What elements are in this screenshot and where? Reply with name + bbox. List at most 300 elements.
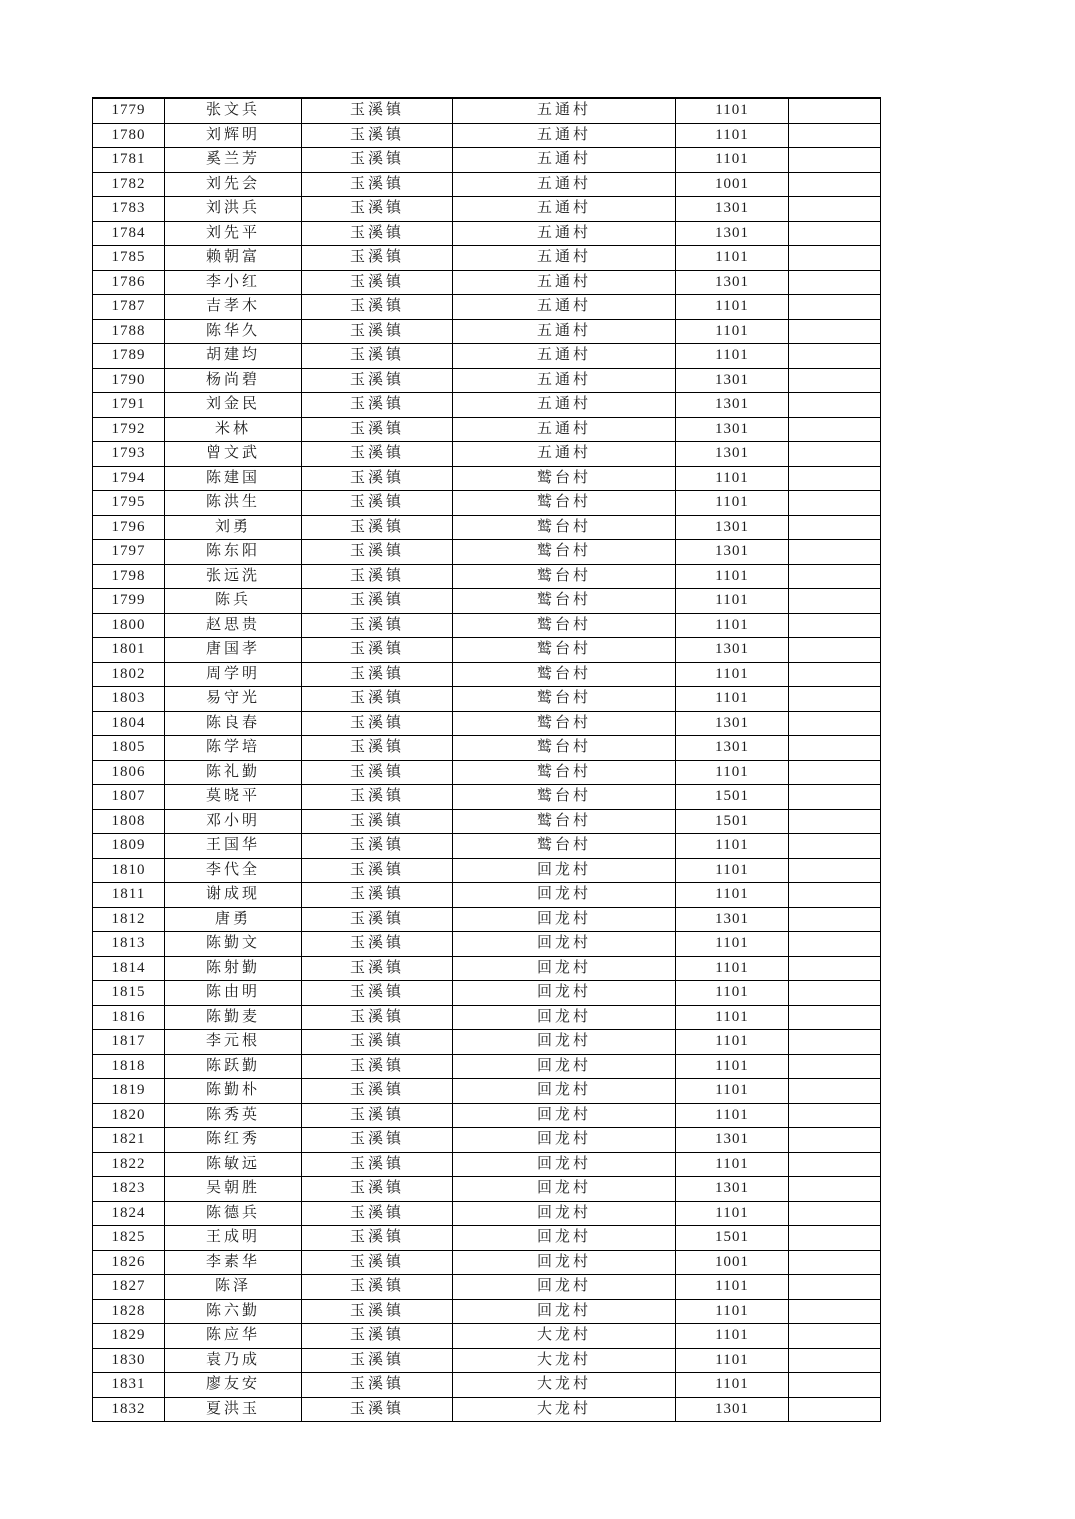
cell-blank bbox=[789, 687, 881, 712]
cell-town: 玉溪镇 bbox=[302, 760, 453, 785]
cell-name: 张文兵 bbox=[165, 98, 302, 123]
table-row bbox=[93, 221, 881, 246]
cell-blank bbox=[789, 1373, 881, 1398]
cell-village: 回龙村 bbox=[453, 1005, 676, 1030]
cell-blank bbox=[789, 613, 881, 638]
cell-code: 1101 bbox=[676, 834, 789, 859]
cell-code: 1001 bbox=[676, 1250, 789, 1275]
cell-code: 1101 bbox=[676, 613, 789, 638]
cell-village: 鹫台村 bbox=[453, 687, 676, 712]
cell-id: 1828 bbox=[93, 1299, 165, 1324]
cell-town: 玉溪镇 bbox=[302, 883, 453, 908]
cell-id: 1830 bbox=[93, 1348, 165, 1373]
cell-name: 陈学培 bbox=[165, 736, 302, 761]
cell-name: 陈敏远 bbox=[165, 1152, 302, 1177]
cell-name: 刘金民 bbox=[165, 393, 302, 418]
cell-blank bbox=[789, 981, 881, 1006]
cell-village: 回龙村 bbox=[453, 858, 676, 883]
cell-town: 玉溪镇 bbox=[302, 1054, 453, 1079]
cell-village: 五通村 bbox=[453, 98, 676, 123]
cell-id: 1785 bbox=[93, 246, 165, 271]
cell-blank bbox=[789, 295, 881, 320]
cell-village: 大龙村 bbox=[453, 1397, 676, 1422]
cell-village: 回龙村 bbox=[453, 1079, 676, 1104]
cell-village: 五通村 bbox=[453, 344, 676, 369]
cell-name: 莫晓平 bbox=[165, 785, 302, 810]
cell-town: 玉溪镇 bbox=[302, 1275, 453, 1300]
table-row bbox=[93, 1177, 881, 1202]
cell-village: 大龙村 bbox=[453, 1324, 676, 1349]
cell-village: 回龙村 bbox=[453, 1152, 676, 1177]
cell-blank bbox=[789, 515, 881, 540]
cell-village: 回龙村 bbox=[453, 1103, 676, 1128]
table-row bbox=[93, 956, 881, 981]
cell-code: 1101 bbox=[676, 1054, 789, 1079]
cell-blank bbox=[789, 638, 881, 663]
cell-town: 玉溪镇 bbox=[302, 417, 453, 442]
cell-blank bbox=[789, 148, 881, 173]
cell-blank bbox=[789, 1177, 881, 1202]
cell-name: 陈良春 bbox=[165, 711, 302, 736]
cell-name: 夏洪玉 bbox=[165, 1397, 302, 1422]
table-row bbox=[93, 1373, 881, 1398]
cell-code: 1101 bbox=[676, 1005, 789, 1030]
cell-town: 玉溪镇 bbox=[302, 638, 453, 663]
cell-code: 1301 bbox=[676, 515, 789, 540]
table-row bbox=[93, 1299, 881, 1324]
cell-blank bbox=[789, 442, 881, 467]
table-row bbox=[93, 1128, 881, 1153]
cell-code: 1301 bbox=[676, 736, 789, 761]
cell-code: 1301 bbox=[676, 907, 789, 932]
cell-blank bbox=[789, 1299, 881, 1324]
table-row bbox=[93, 687, 881, 712]
cell-code: 1101 bbox=[676, 1275, 789, 1300]
cell-town: 玉溪镇 bbox=[302, 1397, 453, 1422]
table-row bbox=[93, 1201, 881, 1226]
cell-town: 玉溪镇 bbox=[302, 956, 453, 981]
cell-blank bbox=[789, 760, 881, 785]
table-row bbox=[93, 1079, 881, 1104]
cell-id: 1810 bbox=[93, 858, 165, 883]
cell-code: 1101 bbox=[676, 1299, 789, 1324]
cell-name: 唐国孝 bbox=[165, 638, 302, 663]
cell-name: 赖朝富 bbox=[165, 246, 302, 271]
cell-code: 1101 bbox=[676, 1373, 789, 1398]
cell-id: 1799 bbox=[93, 589, 165, 614]
cell-town: 玉溪镇 bbox=[302, 981, 453, 1006]
cell-blank bbox=[789, 564, 881, 589]
cell-id: 1820 bbox=[93, 1103, 165, 1128]
cell-town: 玉溪镇 bbox=[302, 172, 453, 197]
cell-code: 1101 bbox=[676, 662, 789, 687]
cell-blank bbox=[789, 540, 881, 565]
cell-code: 1101 bbox=[676, 98, 789, 123]
cell-code: 1301 bbox=[676, 1177, 789, 1202]
cell-town: 玉溪镇 bbox=[302, 932, 453, 957]
cell-village: 鹫台村 bbox=[453, 809, 676, 834]
cell-village: 大龙村 bbox=[453, 1348, 676, 1373]
cell-town: 玉溪镇 bbox=[302, 613, 453, 638]
table-row bbox=[93, 662, 881, 687]
cell-village: 回龙村 bbox=[453, 1128, 676, 1153]
table-row bbox=[93, 883, 881, 908]
table-row bbox=[93, 1324, 881, 1349]
cell-town: 玉溪镇 bbox=[302, 1226, 453, 1251]
cell-village: 鹫台村 bbox=[453, 785, 676, 810]
cell-blank bbox=[789, 1201, 881, 1226]
cell-name: 陈建国 bbox=[165, 466, 302, 491]
table-row bbox=[93, 1348, 881, 1373]
cell-blank bbox=[789, 956, 881, 981]
cell-code: 1301 bbox=[676, 540, 789, 565]
cell-code: 1101 bbox=[676, 1201, 789, 1226]
cell-name: 陈六勤 bbox=[165, 1299, 302, 1324]
cell-blank bbox=[789, 883, 881, 908]
cell-village: 鹫台村 bbox=[453, 662, 676, 687]
cell-blank bbox=[789, 319, 881, 344]
cell-code: 1501 bbox=[676, 809, 789, 834]
cell-id: 1781 bbox=[93, 148, 165, 173]
table-row bbox=[93, 148, 881, 173]
cell-id: 1808 bbox=[93, 809, 165, 834]
cell-code: 1001 bbox=[676, 172, 789, 197]
table-row bbox=[93, 1250, 881, 1275]
cell-town: 玉溪镇 bbox=[302, 809, 453, 834]
cell-name: 陈兵 bbox=[165, 589, 302, 614]
cell-village: 五通村 bbox=[453, 417, 676, 442]
table-row bbox=[93, 368, 881, 393]
cell-blank bbox=[789, 858, 881, 883]
cell-town: 玉溪镇 bbox=[302, 148, 453, 173]
cell-id: 1813 bbox=[93, 932, 165, 957]
cell-name: 奚兰芳 bbox=[165, 148, 302, 173]
cell-town: 玉溪镇 bbox=[302, 1103, 453, 1128]
cell-blank bbox=[789, 1275, 881, 1300]
table-row bbox=[93, 760, 881, 785]
cell-blank bbox=[789, 98, 881, 123]
table-row bbox=[93, 1005, 881, 1030]
cell-id: 1801 bbox=[93, 638, 165, 663]
cell-id: 1803 bbox=[93, 687, 165, 712]
cell-town: 玉溪镇 bbox=[302, 246, 453, 271]
cell-town: 玉溪镇 bbox=[302, 393, 453, 418]
cell-blank bbox=[789, 1030, 881, 1055]
cell-town: 玉溪镇 bbox=[302, 1201, 453, 1226]
cell-id: 1797 bbox=[93, 540, 165, 565]
table-row bbox=[93, 834, 881, 859]
table-row bbox=[93, 393, 881, 418]
cell-code: 1101 bbox=[676, 1348, 789, 1373]
cell-town: 玉溪镇 bbox=[302, 1005, 453, 1030]
cell-id: 1800 bbox=[93, 613, 165, 638]
roster-table-body bbox=[93, 98, 881, 1422]
cell-village: 鹫台村 bbox=[453, 711, 676, 736]
cell-town: 玉溪镇 bbox=[302, 1299, 453, 1324]
cell-code: 1301 bbox=[676, 417, 789, 442]
cell-code: 1101 bbox=[676, 1103, 789, 1128]
cell-code: 1101 bbox=[676, 1030, 789, 1055]
table-row bbox=[93, 564, 881, 589]
cell-id: 1825 bbox=[93, 1226, 165, 1251]
table-row bbox=[93, 1152, 881, 1177]
cell-code: 1101 bbox=[676, 589, 789, 614]
cell-village: 鹫台村 bbox=[453, 589, 676, 614]
cell-village: 五通村 bbox=[453, 123, 676, 148]
cell-village: 鹫台村 bbox=[453, 466, 676, 491]
cell-name: 谢成现 bbox=[165, 883, 302, 908]
cell-name: 李代全 bbox=[165, 858, 302, 883]
cell-name: 陈洪生 bbox=[165, 491, 302, 516]
cell-name: 刘先会 bbox=[165, 172, 302, 197]
cell-name: 陈华久 bbox=[165, 319, 302, 344]
cell-code: 1101 bbox=[676, 295, 789, 320]
cell-blank bbox=[789, 1348, 881, 1373]
cell-village: 鹫台村 bbox=[453, 760, 676, 785]
cell-id: 1782 bbox=[93, 172, 165, 197]
cell-blank bbox=[789, 1152, 881, 1177]
cell-name: 陈秀英 bbox=[165, 1103, 302, 1128]
cell-village: 五通村 bbox=[453, 393, 676, 418]
cell-town: 玉溪镇 bbox=[302, 564, 453, 589]
cell-name: 王成明 bbox=[165, 1226, 302, 1251]
cell-town: 玉溪镇 bbox=[302, 1128, 453, 1153]
cell-code: 1301 bbox=[676, 197, 789, 222]
cell-id: 1804 bbox=[93, 711, 165, 736]
cell-town: 玉溪镇 bbox=[302, 1373, 453, 1398]
cell-town: 玉溪镇 bbox=[302, 442, 453, 467]
cell-name: 唐勇 bbox=[165, 907, 302, 932]
cell-village: 鹫台村 bbox=[453, 613, 676, 638]
cell-code: 1101 bbox=[676, 246, 789, 271]
cell-town: 玉溪镇 bbox=[302, 736, 453, 761]
cell-id: 1814 bbox=[93, 956, 165, 981]
cell-town: 玉溪镇 bbox=[302, 491, 453, 516]
cell-name: 刘勇 bbox=[165, 515, 302, 540]
cell-code: 1501 bbox=[676, 1226, 789, 1251]
table-row bbox=[93, 589, 881, 614]
cell-blank bbox=[789, 1054, 881, 1079]
cell-id: 1821 bbox=[93, 1128, 165, 1153]
cell-blank bbox=[789, 123, 881, 148]
cell-town: 玉溪镇 bbox=[302, 98, 453, 123]
cell-blank bbox=[789, 491, 881, 516]
cell-id: 1790 bbox=[93, 368, 165, 393]
cell-id: 1812 bbox=[93, 907, 165, 932]
cell-id: 1802 bbox=[93, 662, 165, 687]
cell-village: 回龙村 bbox=[453, 1054, 676, 1079]
cell-village: 回龙村 bbox=[453, 883, 676, 908]
cell-blank bbox=[789, 197, 881, 222]
cell-village: 五通村 bbox=[453, 368, 676, 393]
cell-name: 陈勤文 bbox=[165, 932, 302, 957]
cell-town: 玉溪镇 bbox=[302, 1177, 453, 1202]
table-row bbox=[93, 515, 881, 540]
cell-village: 鹫台村 bbox=[453, 638, 676, 663]
cell-name: 陈泽 bbox=[165, 1275, 302, 1300]
cell-code: 1101 bbox=[676, 564, 789, 589]
cell-blank bbox=[789, 907, 881, 932]
cell-town: 玉溪镇 bbox=[302, 1030, 453, 1055]
cell-town: 玉溪镇 bbox=[302, 858, 453, 883]
table-row bbox=[93, 123, 881, 148]
cell-code: 1301 bbox=[676, 393, 789, 418]
table-row bbox=[93, 491, 881, 516]
cell-blank bbox=[789, 589, 881, 614]
cell-blank bbox=[789, 172, 881, 197]
cell-name: 陈礼勤 bbox=[165, 760, 302, 785]
cell-id: 1824 bbox=[93, 1201, 165, 1226]
cell-village: 大龙村 bbox=[453, 1373, 676, 1398]
cell-id: 1818 bbox=[93, 1054, 165, 1079]
cell-code: 1101 bbox=[676, 883, 789, 908]
cell-blank bbox=[789, 711, 881, 736]
cell-id: 1780 bbox=[93, 123, 165, 148]
cell-village: 回龙村 bbox=[453, 1226, 676, 1251]
cell-village: 鹫台村 bbox=[453, 491, 676, 516]
cell-blank bbox=[789, 1005, 881, 1030]
cell-name: 刘先平 bbox=[165, 221, 302, 246]
table-row bbox=[93, 613, 881, 638]
cell-code: 1301 bbox=[676, 638, 789, 663]
cell-town: 玉溪镇 bbox=[302, 1348, 453, 1373]
cell-blank bbox=[789, 466, 881, 491]
cell-name: 袁乃成 bbox=[165, 1348, 302, 1373]
cell-name: 邓小明 bbox=[165, 809, 302, 834]
cell-name: 陈由明 bbox=[165, 981, 302, 1006]
cell-name: 曾文武 bbox=[165, 442, 302, 467]
cell-town: 玉溪镇 bbox=[302, 540, 453, 565]
cell-village: 五通村 bbox=[453, 442, 676, 467]
cell-code: 1301 bbox=[676, 442, 789, 467]
cell-name: 刘辉明 bbox=[165, 123, 302, 148]
cell-name: 陈勤朴 bbox=[165, 1079, 302, 1104]
table-row bbox=[93, 1275, 881, 1300]
cell-blank bbox=[789, 393, 881, 418]
table-row bbox=[93, 172, 881, 197]
cell-village: 五通村 bbox=[453, 197, 676, 222]
cell-blank bbox=[789, 246, 881, 271]
cell-id: 1829 bbox=[93, 1324, 165, 1349]
cell-id: 1798 bbox=[93, 564, 165, 589]
cell-blank bbox=[789, 1128, 881, 1153]
table-row bbox=[93, 1397, 881, 1422]
cell-village: 五通村 bbox=[453, 319, 676, 344]
cell-code: 1101 bbox=[676, 932, 789, 957]
table-row bbox=[93, 736, 881, 761]
table-row bbox=[93, 417, 881, 442]
cell-id: 1796 bbox=[93, 515, 165, 540]
cell-village: 回龙村 bbox=[453, 981, 676, 1006]
cell-blank bbox=[789, 785, 881, 810]
cell-town: 玉溪镇 bbox=[302, 711, 453, 736]
table-row bbox=[93, 295, 881, 320]
table-row bbox=[93, 1226, 881, 1251]
cell-name: 陈射勤 bbox=[165, 956, 302, 981]
cell-code: 1101 bbox=[676, 858, 789, 883]
cell-name: 陈勤麦 bbox=[165, 1005, 302, 1030]
cell-village: 鹫台村 bbox=[453, 834, 676, 859]
cell-id: 1795 bbox=[93, 491, 165, 516]
cell-name: 米林 bbox=[165, 417, 302, 442]
table-row bbox=[93, 932, 881, 957]
cell-blank bbox=[789, 368, 881, 393]
cell-blank bbox=[789, 1250, 881, 1275]
cell-town: 玉溪镇 bbox=[302, 589, 453, 614]
cell-name: 张远洗 bbox=[165, 564, 302, 589]
cell-code: 1301 bbox=[676, 221, 789, 246]
table-row bbox=[93, 246, 881, 271]
cell-id: 1805 bbox=[93, 736, 165, 761]
cell-code: 1301 bbox=[676, 1397, 789, 1422]
cell-town: 玉溪镇 bbox=[302, 368, 453, 393]
cell-blank bbox=[789, 1079, 881, 1104]
cell-town: 玉溪镇 bbox=[302, 295, 453, 320]
cell-code: 1101 bbox=[676, 491, 789, 516]
table-row bbox=[93, 270, 881, 295]
cell-id: 1819 bbox=[93, 1079, 165, 1104]
cell-town: 玉溪镇 bbox=[302, 466, 453, 491]
cell-village: 鹫台村 bbox=[453, 540, 676, 565]
cell-id: 1822 bbox=[93, 1152, 165, 1177]
cell-id: 1807 bbox=[93, 785, 165, 810]
cell-name: 刘洪兵 bbox=[165, 197, 302, 222]
cell-code: 1101 bbox=[676, 466, 789, 491]
cell-code: 1101 bbox=[676, 956, 789, 981]
cell-blank bbox=[789, 221, 881, 246]
table-row bbox=[93, 858, 881, 883]
table-row bbox=[93, 540, 881, 565]
cell-id: 1786 bbox=[93, 270, 165, 295]
cell-village: 回龙村 bbox=[453, 1201, 676, 1226]
cell-town: 玉溪镇 bbox=[302, 687, 453, 712]
cell-village: 五通村 bbox=[453, 221, 676, 246]
cell-village: 鹫台村 bbox=[453, 736, 676, 761]
cell-id: 1789 bbox=[93, 344, 165, 369]
roster-table bbox=[92, 97, 881, 1422]
cell-id: 1809 bbox=[93, 834, 165, 859]
cell-town: 玉溪镇 bbox=[302, 270, 453, 295]
cell-village: 回龙村 bbox=[453, 1030, 676, 1055]
document-page bbox=[92, 97, 881, 1422]
table-row bbox=[93, 785, 881, 810]
cell-code: 1101 bbox=[676, 687, 789, 712]
cell-name: 廖友安 bbox=[165, 1373, 302, 1398]
cell-blank bbox=[789, 662, 881, 687]
cell-village: 回龙村 bbox=[453, 1275, 676, 1300]
cell-id: 1787 bbox=[93, 295, 165, 320]
cell-name: 陈红秀 bbox=[165, 1128, 302, 1153]
cell-town: 玉溪镇 bbox=[302, 1250, 453, 1275]
table-row bbox=[93, 1054, 881, 1079]
cell-town: 玉溪镇 bbox=[302, 907, 453, 932]
cell-town: 玉溪镇 bbox=[302, 515, 453, 540]
cell-id: 1832 bbox=[93, 1397, 165, 1422]
cell-code: 1101 bbox=[676, 123, 789, 148]
cell-name: 陈德兵 bbox=[165, 1201, 302, 1226]
cell-blank bbox=[789, 736, 881, 761]
table-row bbox=[93, 466, 881, 491]
cell-blank bbox=[789, 417, 881, 442]
cell-name: 李元根 bbox=[165, 1030, 302, 1055]
cell-village: 回龙村 bbox=[453, 956, 676, 981]
cell-village: 鹫台村 bbox=[453, 564, 676, 589]
cell-code: 1301 bbox=[676, 368, 789, 393]
cell-town: 玉溪镇 bbox=[302, 319, 453, 344]
cell-code: 1101 bbox=[676, 1152, 789, 1177]
cell-town: 玉溪镇 bbox=[302, 197, 453, 222]
cell-town: 玉溪镇 bbox=[302, 123, 453, 148]
